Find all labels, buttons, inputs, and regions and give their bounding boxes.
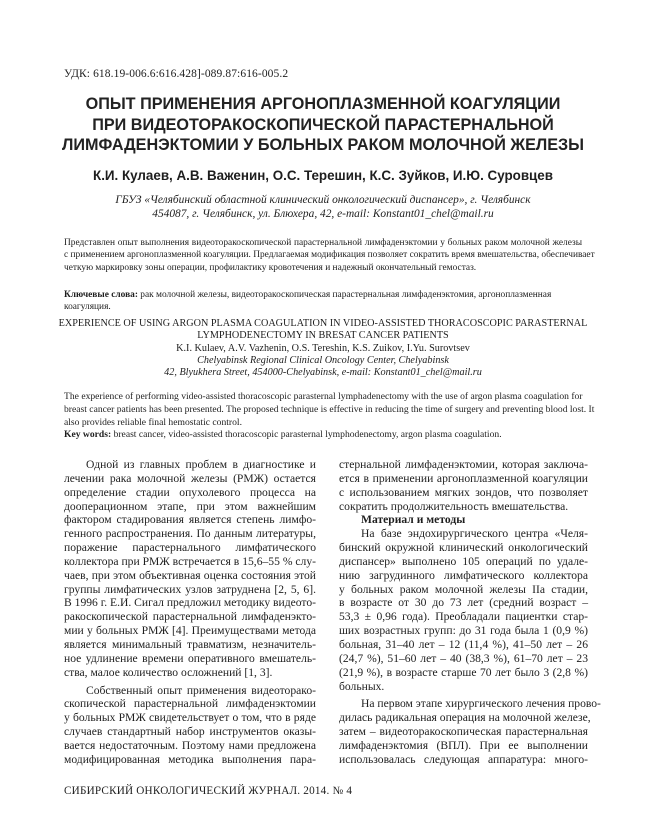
keywords-ru-line bbox=[64, 289, 582, 301]
body-line: ное удлинение времени оперативного вмешатель- bbox=[64, 651, 316, 665]
body-line: Собственный опыт применения видеоторако- bbox=[86, 683, 316, 697]
abstract-ru-line: четкую маркировку зоны операции, профилактику кровотечения и надежный окончательный гемостаз. bbox=[64, 262, 477, 273]
body-column-left bbox=[64, 458, 316, 767]
body-line: коллектора при РМЖ встречается в 15,6–55 % слу- bbox=[64, 554, 316, 568]
body-line: нию загрудинного лимфатического коллектора bbox=[339, 568, 588, 582]
body-line: ется в применении аргоноплазменной коагуляции bbox=[339, 471, 588, 485]
body-line: ракоскопической парастернальной лимфаденэкто- bbox=[64, 610, 316, 624]
abstract-en-line: The experience of performing video-assisted thoracoscopic parasternal lymphadenectomy with the use of argon plasma coagulation for bbox=[64, 391, 583, 402]
authors-ru: К.И. Кулаев, А.В. Важенин, О.С. Терешин, К.С. Зуйков, И.Ю. Суровцев bbox=[93, 168, 553, 183]
body-line: бинский окружной клинический онкологический bbox=[339, 541, 588, 555]
affiliation-ru bbox=[60, 194, 586, 221]
keywords-ru bbox=[64, 289, 582, 314]
body-line: На первом этапе хирургического лечения прово- bbox=[361, 697, 601, 711]
body-line: чаев, при этом объективная оценка состояния этой bbox=[64, 568, 316, 582]
body-line: В 1996 г. Е.И. Сигал предложил методику видеото- bbox=[64, 596, 316, 610]
body-line: дооперационном этапе, при этом важнейшим bbox=[64, 499, 316, 513]
udk-code: УДК: 618.19-006.6:616.428]-089.87:616-005.2 bbox=[64, 68, 289, 80]
body-line: 53,3 ± 0,96 года). Преобладали пациентки стар- bbox=[339, 610, 588, 624]
body-line: с использованием мягких зондов, что позволяет bbox=[339, 485, 588, 499]
abstract-en bbox=[64, 391, 595, 442]
body-line: больных. bbox=[339, 679, 385, 693]
body-line: в возрасте от 30 до 73 лет (средний возраст – bbox=[339, 596, 588, 610]
body-line: модифицированная методика выполнения пара- bbox=[64, 752, 316, 766]
body-line: (21,9 %), в возрасте старше 70 лет было 3 (2,8 %) bbox=[339, 665, 588, 679]
abstract-en-line: also provides reliable final hemostatic control. bbox=[64, 416, 242, 428]
body-line: определение стадии опухолевого процесса на bbox=[64, 485, 316, 499]
body-line: больная, 31–40 лет – 12 (11,4 %), 41–50 лет – 26 bbox=[339, 637, 588, 651]
keywords-en-line bbox=[64, 429, 582, 442]
article-title bbox=[50, 94, 596, 156]
english-authors: K.I. Kulaev, A.V. Vazhenin, O.S. Tereshin, K.S. Zuikov, I.Yu. Surovtsev bbox=[176, 342, 470, 354]
affiliation-line: 454087, г. Челябинск, ул. Блюхера, 42, e-mail: Konstant01_chel@mail.ru bbox=[152, 207, 494, 220]
title-line: ПРИ ВИДЕОТОРАКОСКОПИЧЕСКОЙ ПАРАСТЕРНАЛЬНОЙ bbox=[92, 115, 554, 134]
journal-footer: СИБИРСКИЙ ОНКОЛОГИЧЕСКИЙ ЖУРНАЛ. 2014. № 4 bbox=[64, 785, 353, 797]
body-line: у больных РМЖ свидетельствует о том, что в ряде bbox=[64, 711, 316, 725]
abstract-ru-line: с применением аргоноплазменной коагуляции. Предлагаемая модификация позволяет сократить время вмешательства, обеспечивает bbox=[64, 250, 595, 261]
body-line: ства, малое количество осложнений [1, 3]. bbox=[64, 665, 273, 679]
body-line: (24,7 %), 51–60 лет – 40 (38,3 %), 61–70 лет – 23 bbox=[339, 651, 588, 665]
body-line: диспансер» выполнено 105 операций по удале- bbox=[339, 554, 588, 568]
body-line: скопической парастернальной лимфаденэктомии bbox=[64, 697, 316, 711]
body-line: Одной из главных проблем в диагностике и bbox=[86, 458, 316, 471]
abstract-ru bbox=[64, 237, 595, 274]
keywords-ru-text: рак молочной железы, видеоторакоскопическая парастернальная лимфаденэктомия, аргоноплазменная bbox=[137, 290, 552, 300]
body-line: лимфаденэктомия (ВПЛ). При ее выполнении bbox=[339, 738, 588, 752]
body-line: вается недостаточным. Поэтому нами предложена bbox=[64, 738, 316, 752]
body-line: поражение парастернального лимфатического bbox=[64, 541, 316, 555]
abstract-ru-line: Представлен опыт выполнения видеоторакоскопической парастернальной лимфаденэктомии у больных раком молочной железы bbox=[64, 238, 582, 248]
body-line: сократить продолжительность вмешательства. bbox=[339, 499, 569, 513]
body-line: у больных раком молочной железы IIa стадии, bbox=[339, 582, 588, 596]
keywords-ru-line: коагуляция. bbox=[64, 302, 111, 313]
body-line: фактором стадирования является степень лимфо- bbox=[64, 513, 316, 527]
affiliation-line: ГБУЗ «Челябинский областной клинический онкологический диспансер», г. Челябинск bbox=[115, 194, 531, 206]
body-line: мии у больных РМЖ [4]. Преимуществами метода bbox=[64, 624, 316, 638]
keywords-en-label: Key words: bbox=[64, 429, 112, 441]
english-header bbox=[50, 318, 596, 379]
body-column-right bbox=[339, 458, 601, 767]
body-line: группы лимфатических узлов затруднена [2, 5, 6]. bbox=[64, 582, 316, 596]
body-line: затем – видеоторакоскопическая парастернальная bbox=[339, 725, 588, 739]
english-address: 42, Blyukhera Street, 454000-Chelyabinsk, e-mail: Konstant01_chel@mail.ru bbox=[164, 367, 482, 379]
body-line: использовалась следующая аппаратура: много- bbox=[339, 752, 588, 766]
body-line: случаев стандартный набор инструментов оказы- bbox=[64, 725, 316, 739]
body-line: генного распространения. По данным литературы, bbox=[64, 527, 316, 541]
body-line: лечении рака молочной железы (РМЖ) остается bbox=[64, 471, 316, 485]
body-line: На базе эндохирургического центра «Челя- bbox=[361, 527, 588, 541]
keywords-ru-label: Ключевые слова: bbox=[64, 290, 138, 300]
abstract-en-line: breast cancer patients has been presented. The proposed technique is effective in reducing the time of surgery and preventing blood lost. It bbox=[64, 403, 595, 415]
english-title-line: EXPERIENCE OF USING ARGON PLASMA COAGULATION IN VIDEO-ASSISTED THORACOSCOPIC PARASTERNAL bbox=[58, 318, 588, 329]
body-line: является минимальный травматизм, незначитель- bbox=[64, 637, 316, 651]
title-line: ЛИМФАДЕНЭКТОМИИ У БОЛЬНЫХ РАКОМ МОЛОЧНОЙ ЖЕЛЕЗЫ bbox=[61, 136, 585, 154]
keywords-en-text: breast cancer, video-assisted thoracoscopic parasternal lymphodenectomy, argon plasma coagulation. bbox=[111, 429, 502, 441]
english-title-line: LYMPHODENECTOMY IN BRESAT CANCER PATIENTS bbox=[197, 330, 449, 342]
body-line: стернальной лимфаденэктомии, которая заключа- bbox=[339, 458, 588, 471]
section-heading: Материал и методы bbox=[361, 513, 466, 527]
english-affiliation: Chelyabinsk Regional Clinical Oncology Center, Chelyabinsk bbox=[197, 354, 449, 366]
title-line: ОПЫТ ПРИМЕНЕНИЯ АРГОНОПЛАЗМЕННОЙ КОАГУЛЯЦИИ bbox=[85, 95, 561, 113]
body-line: дилась радикальная операция на молочной железе, bbox=[339, 711, 591, 725]
body-line: ших возрастных групп: до 31 года была 1 (0,9 %) bbox=[339, 624, 588, 638]
